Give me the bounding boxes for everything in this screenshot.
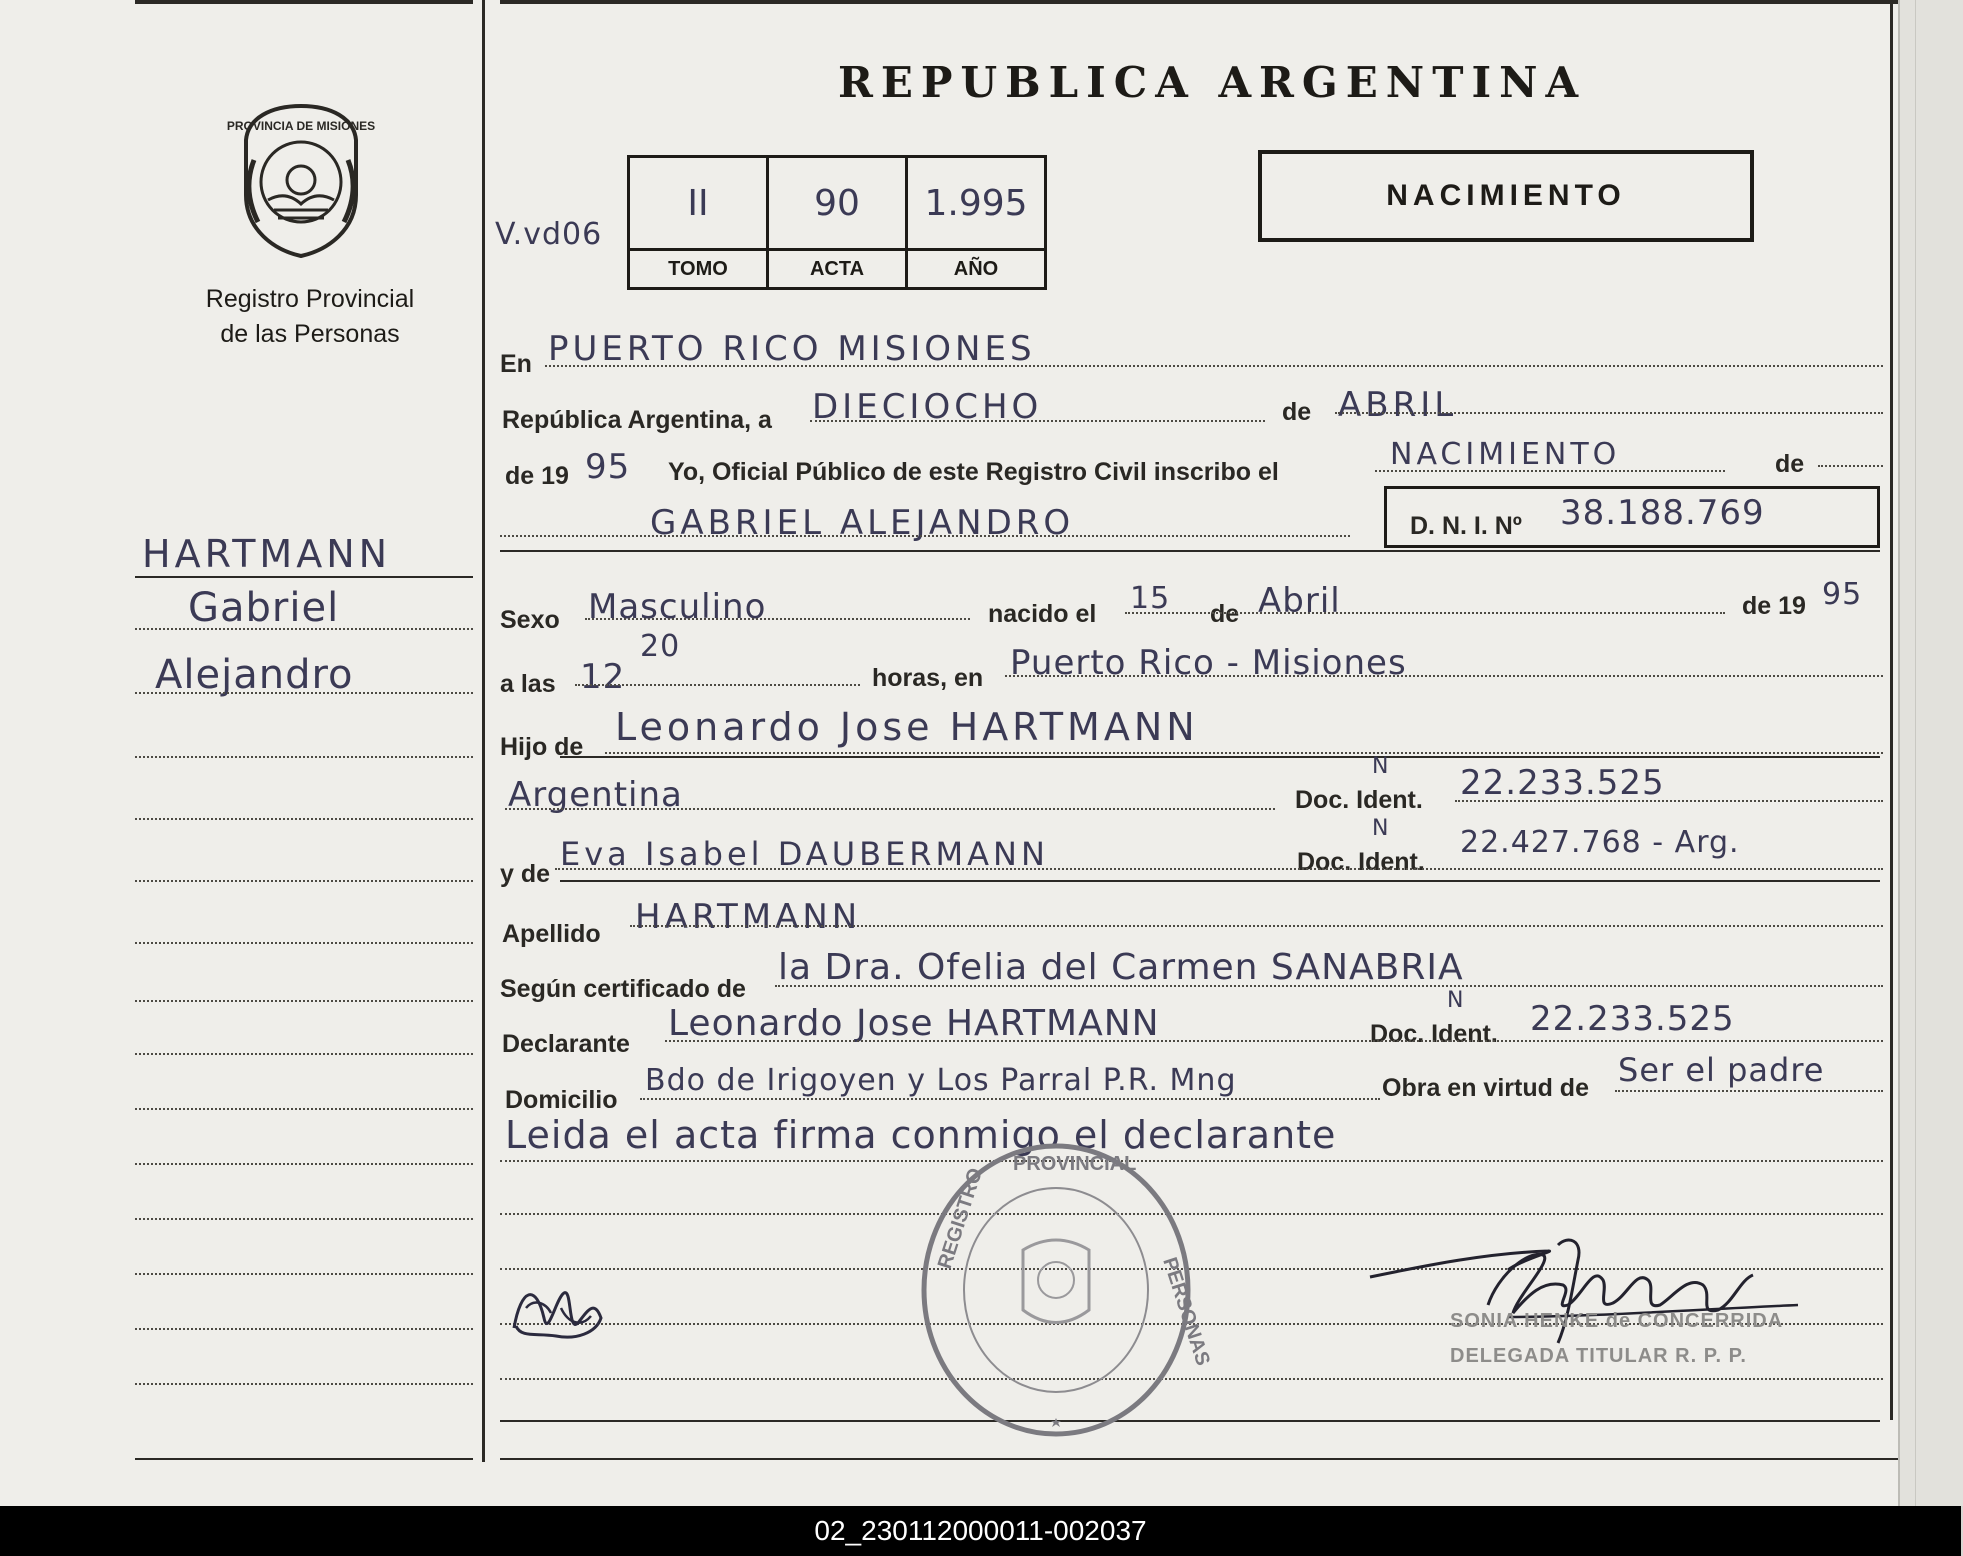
reason-value: Ser el padre [1618,1051,1825,1089]
margin-line [135,1000,473,1002]
form-line [810,420,1265,422]
de-label-2: de [1775,450,1805,478]
page-edge [1898,0,1963,1506]
svg-text:REGISTRO: REGISTRO [933,1165,988,1272]
margin-line [135,1053,473,1055]
de19-label: de 19 [505,462,569,490]
margin-line [135,1273,473,1275]
day-value: DIECIOCHO [812,387,1043,427]
margin-line [135,1218,473,1220]
hijo-label: Hijo de [500,733,584,761]
closing-text: Leida el acta firma conmigo el declarante [505,1113,1337,1157]
svg-text:PROVINCIAL: PROVINCIAL [1013,1153,1137,1175]
mother-doc-value: 22.427.768 - Arg. [1460,825,1740,860]
dni-value: 38.188.769 [1560,493,1765,533]
tomo-label: TOMO [630,248,766,287]
margin-line [135,1108,473,1110]
form-line [1335,412,1883,414]
tomo-cell [630,158,769,287]
tipo-inscripcion-value: NACIMIENTO [1390,437,1621,472]
doc-ident-label-2: Doc. Ident. [1297,848,1425,876]
oficial-label: Yo, Oficial Público de este Registro Civil inscribo el [668,458,1279,486]
y-de-label: y de [500,860,551,888]
acta-label: ACTA [769,248,905,287]
initials-scribble [506,1278,606,1348]
birth-day-value: 15 [1130,581,1171,616]
page-bottom-rule [500,1458,1898,1460]
margin-bottom-rule [135,1458,473,1460]
n-mark: N [1372,754,1390,779]
father-doc-value: 22.233.525 [1460,763,1665,803]
republica-label: República Argentina, a [502,406,772,434]
de-label: de [1282,398,1312,426]
domicilio-label: Domicilio [505,1086,618,1114]
svg-text:PERSONAS: PERSONAS [1158,1254,1214,1369]
form-line [1615,1090,1883,1092]
n-mark-3: N [1447,988,1465,1013]
acta-cell [769,158,908,287]
form-line [555,868,1883,870]
doc-ident-label: Doc. Ident. [1295,786,1423,814]
sexo-value: Masculino [588,587,767,627]
apellido-label: Apellido [502,920,601,948]
sexo-label: Sexo [500,606,560,634]
birth-year-value: 95 [1822,577,1863,612]
father-nationality-value: Argentina [508,775,683,815]
margin-line [135,818,473,820]
document-type-box: NACIMIENTO [1258,150,1754,242]
year-value: 95 [585,447,631,487]
form-rule [560,756,1880,758]
child-name-value: GABRIEL ALEJANDRO [650,503,1075,543]
mother-name-value: Eva Isabel DAUBERMANN [560,835,1049,873]
form-line [1818,465,1883,467]
margin-line [135,692,473,694]
de19-label-2: de 19 [1742,592,1806,620]
form-line [1005,675,1883,677]
margin-line [135,942,473,944]
ano-label: AÑO [908,248,1044,287]
margin-line [135,880,473,882]
registry-line-2: de las Personas [220,320,400,348]
top-rule-right [500,0,1898,4]
image-id-footer: 02_230112000011-002037 [0,1506,1961,1556]
n-mark-2: N [1372,816,1390,841]
form-line [505,808,1275,810]
form-line [630,925,1883,927]
month-value: ABRIL [1338,385,1458,425]
margin-line [135,1383,473,1385]
right-border [1890,0,1893,1420]
form-rule [560,880,1880,882]
document-title: REPUBLICA ARGENTINA [838,58,1587,107]
address-value: Bdo de Irigoyen y Los Parral P.R. Mng [645,1063,1237,1098]
officer-stamp-title: DELEGADA TITULAR R. P. P. [1450,1345,1747,1367]
nacido-label: nacido el [988,600,1097,628]
tomo-value: II [687,182,709,224]
place-value: PUERTO RICO MISIONES [548,329,1036,369]
birth-month-value: Abril [1258,581,1341,621]
official-seal-stamp [918,1140,1214,1440]
margin-line [135,1328,473,1330]
hour-value: 12 [580,657,626,697]
margin-line [135,628,473,630]
ano-value: 1.995 [924,182,1028,224]
segun-label: Según certificado de [500,975,746,1003]
minutes-value: 20 [640,629,681,664]
obra-label: Obra en virtud de [1382,1074,1589,1102]
form-line [640,1098,1380,1100]
margin-surname: HARTMANN [142,532,392,576]
form-line [1375,470,1725,472]
margin-line [135,1163,473,1165]
registry-name [150,282,470,352]
volume-note: V.vd06 [495,217,603,252]
record-number-table [627,155,1047,290]
en-label: En [500,350,532,378]
form-line [585,618,970,620]
form-line [545,365,1883,367]
form-line [1455,800,1883,802]
birth-place-value: Puerto Rico - Misiones [1010,643,1407,683]
officer-stamp-name: SONIA HENKE de CONCERRIDA [1450,1310,1784,1332]
registry-line-1: Registro Provincial [205,285,415,313]
dni-label: D. N. I. Nº [1410,512,1522,540]
declarante-label: Declarante [502,1030,630,1058]
crest-lettering: PROVINCIA DE MISIONES [226,119,376,133]
surname-value: HARTMANN [635,897,862,937]
form-line [665,1040,1883,1042]
doc-ident-label-3: Doc. Ident. [1370,1020,1498,1048]
form-line [1125,612,1725,614]
declarant-name-value: Leonardo Jose HARTMANN [668,1003,1160,1044]
father-name-value: Leonardo Jose HARTMANN [615,705,1199,749]
ano-cell [908,158,1044,287]
form-line [605,752,1883,754]
top-rule-left [135,0,473,4]
form-line [775,985,1883,987]
form-line [500,535,1350,537]
margin-line [135,756,473,758]
margin-rule [135,576,473,578]
acta-value: 90 [814,182,860,224]
column-divider [482,0,485,1462]
declarant-doc-value: 22.233.525 [1530,999,1735,1039]
certificate-value: la Dra. Ofelia del Carmen SANABRIA [778,947,1464,988]
margin-name-2: Alejandro [155,652,354,698]
a-las-label: a las [500,670,556,698]
form-line [575,684,860,686]
margin-name-1: Gabriel [188,585,340,631]
horas-en-label: horas, en [872,664,984,692]
provincial-crest-icon [226,100,376,260]
form-rule [500,550,1880,552]
de-label-3: de [1210,600,1240,628]
page-edge-line [1915,0,1916,1506]
